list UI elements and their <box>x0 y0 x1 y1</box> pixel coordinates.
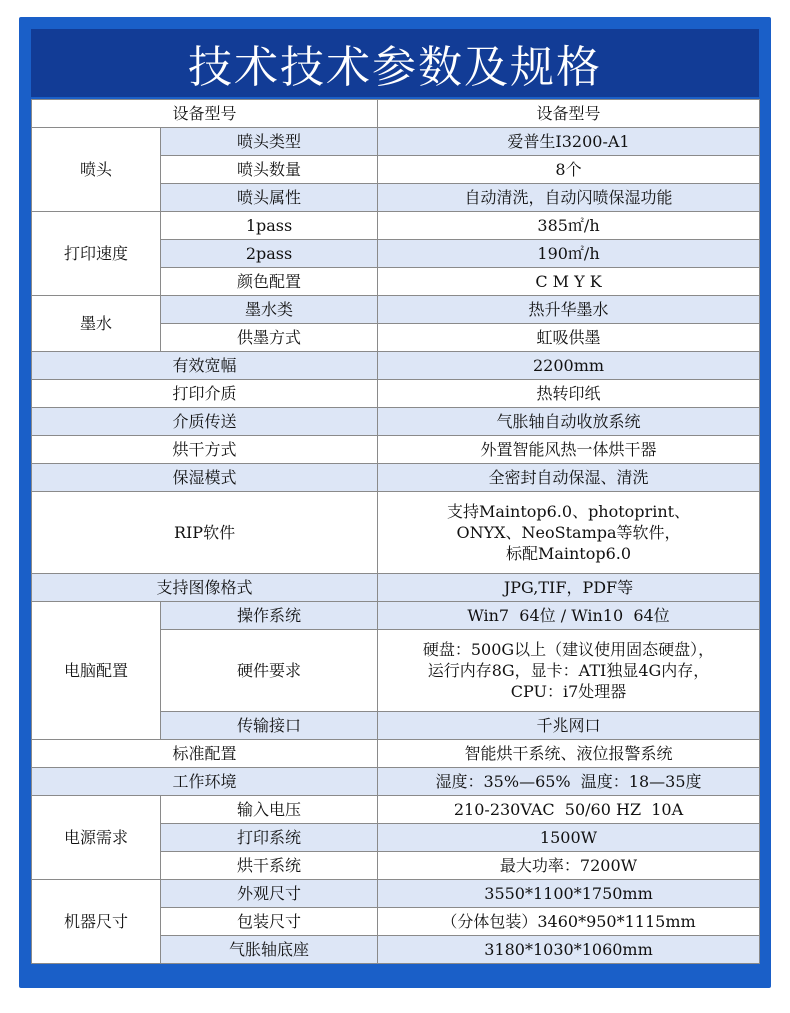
row-label: 打印系统 <box>161 824 378 852</box>
table-row <box>32 352 760 380</box>
row-label: 介质传送 <box>32 408 378 436</box>
table-row <box>32 464 760 492</box>
row-label: 1pass <box>161 212 378 240</box>
table-row <box>32 768 760 796</box>
row-value: JPG,TIF，PDF等 <box>378 574 760 602</box>
row-value: 千兆网口 <box>378 712 760 740</box>
row-value: 385㎡/h <box>378 212 760 240</box>
row-value: 3180*1030*1060mm <box>378 936 760 964</box>
row-label: 外观尺寸 <box>161 880 378 908</box>
row-label: 有效宽幅 <box>32 352 378 380</box>
row-label: 烘干方式 <box>32 436 378 464</box>
row-value: 智能烘干系统、液位报警系统 <box>378 740 760 768</box>
row-value: 虹吸供墨 <box>378 324 760 352</box>
row-value: 热升华墨水 <box>378 296 760 324</box>
row-value: 3550*1100*1750mm <box>378 880 760 908</box>
row-value: （分体包装）3460*950*1115mm <box>378 908 760 936</box>
title-banner <box>31 29 759 97</box>
table-row <box>32 602 760 630</box>
row-label: 传输接口 <box>161 712 378 740</box>
row-value: 外置智能风热一体烘干器 <box>378 436 760 464</box>
table-row <box>32 128 760 156</box>
table-row <box>32 740 760 768</box>
row-label: 硬件要求 <box>161 630 378 712</box>
group-computer: 电脑配置 <box>32 602 161 740</box>
rip-line: 支持Maintop6.0、photoprint、 <box>446 502 691 521</box>
header-left: 设备型号 <box>32 100 378 128</box>
row-label: 喷头类型 <box>161 128 378 156</box>
hardware-line: 运行内存8G，显卡：ATI独显4G内存， <box>427 661 710 680</box>
row-label: 标准配置 <box>32 740 378 768</box>
table-row <box>32 212 760 240</box>
group-nozzle: 喷头 <box>32 128 161 212</box>
row-value: 气胀轴自动收放系统 <box>378 408 760 436</box>
row-value: 全密封自动保湿、清洗 <box>378 464 760 492</box>
table-row <box>32 796 760 824</box>
row-value: 1500W <box>378 824 760 852</box>
table-row <box>32 574 760 602</box>
row-value: 2200mm <box>378 352 760 380</box>
row-label: 喷头属性 <box>161 184 378 212</box>
group-speed: 打印速度 <box>32 212 161 296</box>
table-row <box>32 408 760 436</box>
table-row <box>32 380 760 408</box>
row-label: 气胀轴底座 <box>161 936 378 964</box>
spec-table <box>31 99 760 964</box>
table-row <box>32 100 760 128</box>
row-label: 2pass <box>161 240 378 268</box>
row-label: RIP软件 <box>32 492 378 574</box>
row-label: 喷头数量 <box>161 156 378 184</box>
row-label: 工作环境 <box>32 768 378 796</box>
row-label: 输入电压 <box>161 796 378 824</box>
table-row <box>32 296 760 324</box>
row-label: 打印介质 <box>32 380 378 408</box>
group-power: 电源需求 <box>32 796 161 880</box>
row-value: 190㎡/h <box>378 240 760 268</box>
row-value: 自动清洗，自动闪喷保湿功能 <box>378 184 760 212</box>
rip-line: 标配Maintop6.0 <box>505 544 632 563</box>
row-label: 烘干系统 <box>161 852 378 880</box>
hardware-line: 硬盘：500G以上（建议使用固态硬盘）， <box>422 640 715 659</box>
row-value: 爱普生I3200-A1 <box>378 128 760 156</box>
header-right: 设备型号 <box>378 100 760 128</box>
rip-line: ONYX、NeoStampa等软件， <box>456 523 681 542</box>
row-value: 8个 <box>378 156 760 184</box>
row-value: 最大功率：7200W <box>378 852 760 880</box>
row-value: Win7 64位 / Win10 64位 <box>378 602 760 630</box>
row-label: 支持图像格式 <box>32 574 378 602</box>
table-row <box>32 436 760 464</box>
page-title: 技术技术参数及规格 <box>188 42 602 93</box>
row-value: C M Y K <box>378 268 760 296</box>
hardware-line: CPU：i7处理器 <box>510 682 627 701</box>
row-label: 颜色配置 <box>161 268 378 296</box>
group-size: 机器尺寸 <box>32 880 161 964</box>
row-label: 包装尺寸 <box>161 908 378 936</box>
group-ink: 墨水 <box>32 296 161 352</box>
row-label: 操作系统 <box>161 602 378 630</box>
row-label: 保湿模式 <box>32 464 378 492</box>
row-value: 热转印纸 <box>378 380 760 408</box>
row-value-rip <box>378 492 760 574</box>
row-value: 湿度：35%—65% 温度：18—35度 <box>378 768 760 796</box>
row-value: 210-230VAC 50/60 HZ 10A <box>378 796 760 824</box>
row-label: 墨水类 <box>161 296 378 324</box>
table-row <box>32 492 760 574</box>
row-value-hardware <box>378 630 760 712</box>
table-row <box>32 880 760 908</box>
row-label: 供墨方式 <box>161 324 378 352</box>
